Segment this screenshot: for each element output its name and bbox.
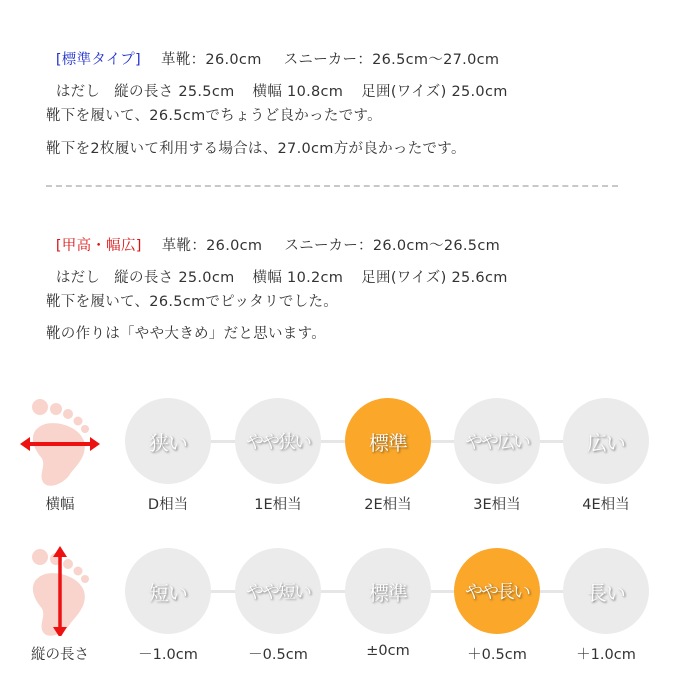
foot-width: 横幅 10.2cm	[252, 270, 344, 286]
foot-width-icon	[18, 396, 108, 486]
review-wide-comment-1: 靴下を履いて、26.5cmでピッタリでした。	[46, 294, 339, 310]
review-standard-foot-measurements	[46, 62, 508, 102]
width-step-standard-sub: 2E相当	[364, 497, 412, 513]
foot-width: 横幅 10.8cm	[252, 84, 344, 100]
sneakers-size: スニーカー：26.0cm～26.5cm	[284, 238, 501, 254]
width-step-slightly-wide: やや広い	[454, 398, 540, 484]
review-standard-tag: [標準タイプ]	[55, 52, 142, 68]
dashed-divider	[46, 185, 618, 187]
length-step-slightly-long-sub: ＋0.5cm	[467, 647, 527, 663]
barefoot-label: はだし	[55, 84, 101, 100]
foot-length-icon	[18, 546, 108, 636]
review-wide-tag: [甲高・幅広]	[55, 238, 142, 254]
review-wide-foot-measurements	[46, 248, 508, 288]
review-wide-comment-2: 靴の作りは「やや大きめ」だと思います。	[46, 326, 327, 342]
width-step-wide-sub: 4E相当	[582, 497, 630, 513]
length-scale	[0, 540, 680, 680]
length-step-standard-sub: ±0cm	[366, 643, 410, 659]
width-step-standard: 標準	[345, 398, 431, 484]
width-step-narrow-sub: D相当	[147, 497, 189, 513]
leather-shoes-size: 革靴：26.0cm	[161, 238, 263, 254]
width-step-narrow: 狭い	[125, 398, 211, 484]
barefoot-label: はだし	[55, 270, 101, 286]
foot-girth: 足囲(ワイズ) 25.6cm	[361, 270, 508, 286]
review-standard-comment-1: 靴下を履いて、26.5cmでちょうど良かったです。	[46, 108, 382, 124]
leather-shoes-size: 革靴：26.0cm	[161, 52, 262, 68]
foot-length: 縦の長さ 25.5cm	[114, 84, 235, 100]
length-step-slightly-long: やや長い	[454, 548, 540, 634]
foot-girth: 足囲(ワイズ) 25.0cm	[361, 84, 508, 100]
length-step-short: 短い	[125, 548, 211, 634]
length-step-long-sub: ＋1.0cm	[576, 647, 636, 663]
width-step-slightly-wide-sub: 3E相当	[473, 497, 521, 513]
width-step-slightly-narrow-sub: 1E相当	[254, 497, 302, 513]
width-step-wide: 広い	[563, 398, 649, 484]
foot-length: 縦の長さ 25.0cm	[114, 270, 235, 286]
length-step-standard: 標準	[345, 548, 431, 634]
width-scale	[0, 390, 680, 530]
length-scale-label: 縦の長さ	[31, 647, 89, 663]
width-step-slightly-narrow: やや狭い	[235, 398, 321, 484]
sneakers-size: スニーカー：26.5cm～27.0cm	[283, 52, 500, 68]
width-scale-label: 横幅	[45, 497, 75, 513]
length-step-long: 長い	[563, 548, 649, 634]
review-standard-comment-2: 靴下を2枚履いて利用する場合は、27.0cm方が良かったです。	[46, 141, 466, 157]
length-step-short-sub: －1.0cm	[138, 647, 198, 663]
length-step-slightly-short: やや短い	[235, 548, 321, 634]
length-step-slightly-short-sub: －0.5cm	[248, 647, 308, 663]
